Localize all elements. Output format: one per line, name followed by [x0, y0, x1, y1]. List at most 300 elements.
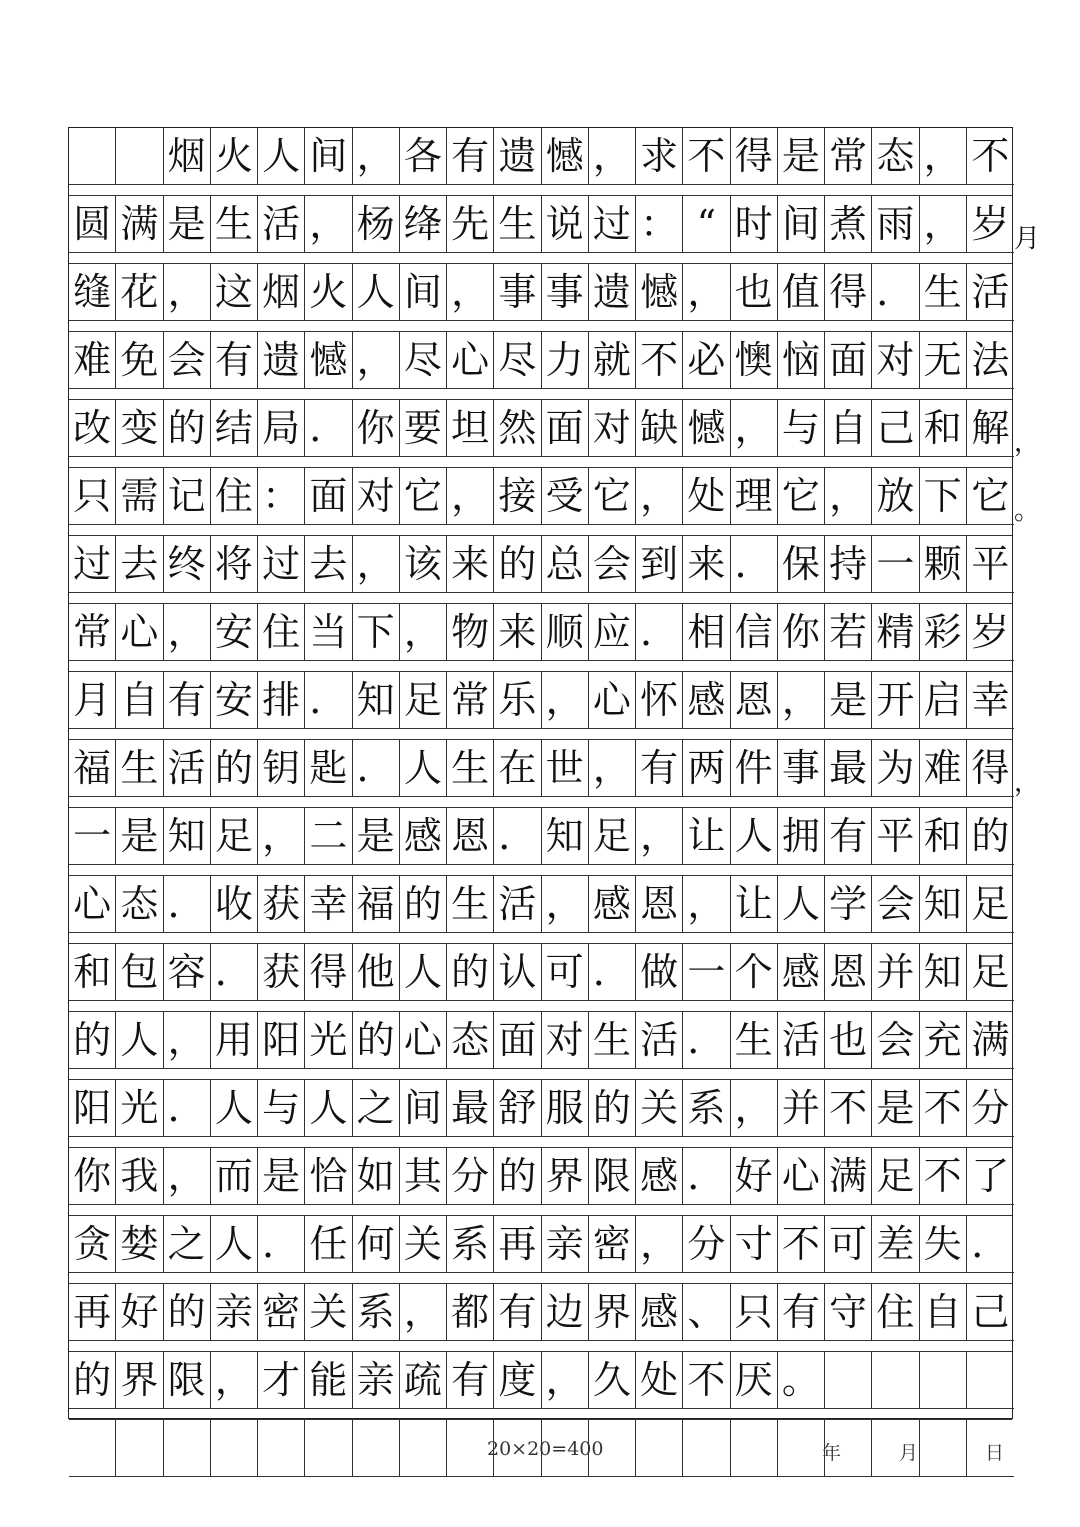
- grid-cell: 去: [305, 536, 352, 593]
- grid-cell: 是: [258, 1148, 305, 1205]
- row-gap: [69, 389, 1012, 400]
- grid-cell: 间: [778, 196, 825, 253]
- grid-cell: 的: [164, 1284, 211, 1341]
- grid-cell: ．: [731, 536, 778, 593]
- grid-cell: 你: [353, 400, 400, 457]
- grid-cell: 花: [116, 264, 163, 321]
- grid-cell: ，: [400, 604, 447, 661]
- grid-cell: 活: [967, 264, 1014, 321]
- grid-cell: 烟: [164, 128, 211, 185]
- grid-cell: 生: [920, 264, 967, 321]
- grid-cell: 满: [116, 196, 163, 253]
- grid-cell: ．: [636, 604, 683, 661]
- grid-cell: 也: [825, 1012, 872, 1069]
- grid-cell: 过: [589, 196, 636, 253]
- grid-cell: [116, 128, 163, 185]
- grid-cell: 可: [542, 944, 589, 1001]
- grid-cell: 关: [636, 1080, 683, 1137]
- grid-cell: 满: [825, 1148, 872, 1205]
- grid-cell: 它: [967, 468, 1014, 525]
- grid-cell: ，: [164, 1012, 211, 1069]
- grid-cell: 系: [683, 1080, 730, 1137]
- grid-cell: 来: [683, 536, 730, 593]
- grid-cell: 来: [447, 536, 494, 593]
- grid-cell: 认: [494, 944, 541, 1001]
- grid-cell: 将: [211, 536, 258, 593]
- grid-cell: ．: [211, 944, 258, 1001]
- grid-row: [69, 1148, 1012, 1205]
- grid-cell: 、: [683, 1284, 730, 1341]
- grid-cell: 关: [400, 1216, 447, 1273]
- grid-cell: ．: [258, 1216, 305, 1273]
- grid-row: [69, 1012, 1012, 1069]
- grid-cell: 面: [542, 400, 589, 457]
- grid-cell: ，: [258, 808, 305, 865]
- grid-cell: 当: [305, 604, 352, 661]
- row-gap: [69, 525, 1012, 536]
- overflow-punctuation: 。: [1014, 496, 1041, 526]
- grid-cell: 再: [494, 1216, 541, 1273]
- grid-cell: 烟: [258, 264, 305, 321]
- grid-cell: 好: [116, 1284, 163, 1341]
- grid-cell: 限: [164, 1352, 211, 1409]
- grid-cell: 间: [400, 1080, 447, 1137]
- grid-cell: 间: [305, 128, 352, 185]
- row-gap: [69, 185, 1012, 196]
- row-gap: [69, 729, 1012, 740]
- row-gap: [69, 661, 1012, 672]
- row-gap: [69, 1409, 1012, 1420]
- grid-cell: 度: [494, 1352, 541, 1409]
- grid-cell: 的: [69, 1352, 116, 1409]
- grid-count-label: 20×20=400: [487, 1438, 604, 1460]
- grid-cell: 平: [967, 536, 1014, 593]
- grid-cell: 面: [305, 468, 352, 525]
- grid-cell: 下: [920, 468, 967, 525]
- grid-cell: 与: [778, 400, 825, 457]
- grid-cell: 对: [542, 1012, 589, 1069]
- grid-cell: 遗: [494, 128, 541, 185]
- grid-cell: 心: [778, 1148, 825, 1205]
- grid-cell: ：: [636, 196, 683, 253]
- grid-cell: 最: [825, 740, 872, 797]
- grid-cell: 包: [116, 944, 163, 1001]
- grid-cell: 恩: [731, 672, 778, 729]
- grid-cell: 厌: [731, 1352, 778, 1409]
- grid-cell: ，: [589, 740, 636, 797]
- grid-cell: 做: [636, 944, 683, 1001]
- grid-cell: 足: [967, 944, 1014, 1001]
- grid-cell: 只: [731, 1284, 778, 1341]
- grid-cell: 知: [920, 944, 967, 1001]
- grid-cell: 的: [589, 1080, 636, 1137]
- grid-cell: 态: [447, 1012, 494, 1069]
- grid-cell: 得: [825, 264, 872, 321]
- grid-cell: 是: [778, 128, 825, 185]
- grid-cell: 住: [211, 468, 258, 525]
- grid-cell: 安: [211, 604, 258, 661]
- grid-cell: 心: [116, 604, 163, 661]
- grid-cell: 憾: [542, 128, 589, 185]
- grid-cell: ，: [305, 196, 352, 253]
- grid-cell: 足: [211, 808, 258, 865]
- grid-cell: 来: [494, 604, 541, 661]
- grid-cell: 它: [778, 468, 825, 525]
- grid-row: [69, 1352, 1012, 1409]
- grid-cell: 火: [211, 128, 258, 185]
- grid-cell: 憾: [683, 400, 730, 457]
- grid-cell: ，: [353, 332, 400, 389]
- grid-cell: 让: [683, 808, 730, 865]
- grid-cell: 月: [69, 672, 116, 729]
- row-gap: [69, 1001, 1012, 1012]
- grid-cell: 限: [589, 1148, 636, 1205]
- grid-cell: ，: [636, 1216, 683, 1273]
- grid-cell: 活: [494, 876, 541, 933]
- grid-cell: 时: [731, 196, 778, 253]
- grid-cell: ．: [683, 1148, 730, 1205]
- grid-cell: 亲: [353, 1352, 400, 1409]
- grid-cell: 的: [353, 1012, 400, 1069]
- grid-cell: 求: [636, 128, 683, 185]
- grid-cell: 会: [164, 332, 211, 389]
- grid-cell: 阳: [69, 1080, 116, 1137]
- grid-cell: 总: [542, 536, 589, 593]
- grid-cell: 婪: [116, 1216, 163, 1273]
- grid-cell: ，: [164, 1148, 211, 1205]
- grid-cell: 生: [447, 740, 494, 797]
- grid-cell: 有: [211, 332, 258, 389]
- grid-cell: 懊: [731, 332, 778, 389]
- grid-cell: 遗: [589, 264, 636, 321]
- grid-cell: 疏: [400, 1352, 447, 1409]
- grid-row: [69, 740, 1041, 798]
- row-gap: [69, 933, 1012, 944]
- grid-cell: ，: [164, 264, 211, 321]
- month-label: 月: [899, 1442, 919, 1464]
- grid-cell: 尽: [494, 332, 541, 389]
- grid-cell: [825, 1352, 872, 1409]
- grid-cell: 必: [683, 332, 730, 389]
- grid-cell: ，: [920, 128, 967, 185]
- grid-cell: 只: [69, 468, 116, 525]
- grid-cell: 系: [353, 1284, 400, 1341]
- grid-cell: ，: [211, 1352, 258, 1409]
- grid-cell: 说: [542, 196, 589, 253]
- grid-cell: 足: [967, 876, 1014, 933]
- grid-cell: 为: [872, 740, 919, 797]
- grid-cell: 感: [778, 944, 825, 1001]
- overflow-punctuation: ，: [1014, 428, 1041, 458]
- grid-cell: ．: [872, 264, 919, 321]
- grid-cell: 自: [116, 672, 163, 729]
- grid-cell: 该: [400, 536, 447, 593]
- grid-cell: 心: [69, 876, 116, 933]
- grid-cell: 充: [920, 1012, 967, 1069]
- grid-cell: 憾: [636, 264, 683, 321]
- grid-cell: 缺: [636, 400, 683, 457]
- grid-cell: 圆: [69, 196, 116, 253]
- grid-cell: 常: [447, 672, 494, 729]
- grid-cell: 恩: [447, 808, 494, 865]
- grid-cell: 才: [258, 1352, 305, 1409]
- grid-cell: 不: [920, 1080, 967, 1137]
- grid-cell: 获: [258, 944, 305, 1001]
- grid-cell: 无: [920, 332, 967, 389]
- grid-cell: 学: [825, 876, 872, 933]
- grid-cell: 个: [731, 944, 778, 1001]
- row-gap: [69, 1341, 1012, 1352]
- grid-cell: 己: [967, 1284, 1014, 1341]
- grid-cell: 和: [920, 808, 967, 865]
- grid-cell: 不: [825, 1080, 872, 1137]
- grid-cell: 系: [447, 1216, 494, 1273]
- grid-cell: 是: [353, 808, 400, 865]
- grid-cell: 人: [116, 1012, 163, 1069]
- grid-cell: 的: [494, 1148, 541, 1205]
- grid-cell: 常: [69, 604, 116, 661]
- grid-cell: 两: [683, 740, 730, 797]
- grid-cell: 煮: [825, 196, 872, 253]
- grid-cell: 免: [116, 332, 163, 389]
- grid-cell: 密: [258, 1284, 305, 1341]
- grid-cell: ，: [542, 672, 589, 729]
- grid-cell: 件: [731, 740, 778, 797]
- grid-cell: 态: [872, 128, 919, 185]
- grid-cell: 足: [589, 808, 636, 865]
- grid-cell: [69, 1420, 116, 1477]
- grid-cell: “: [683, 196, 730, 253]
- row-gap: [69, 797, 1012, 808]
- grid-cell: 住: [258, 604, 305, 661]
- grid-row: [69, 876, 1012, 933]
- grid-cell: 绛: [400, 196, 447, 253]
- grid-row: [69, 468, 1041, 526]
- grid-cell: 的: [494, 536, 541, 593]
- grid-cell: 面: [494, 1012, 541, 1069]
- grid-cell: 有: [636, 740, 683, 797]
- grid-cell: 下: [353, 604, 400, 661]
- grid-cell: 收: [211, 876, 258, 933]
- grid-row: [69, 672, 1012, 729]
- grid-cell: 亲: [211, 1284, 258, 1341]
- grid-cell: ．: [164, 876, 211, 933]
- grid-cell: 一: [69, 808, 116, 865]
- grid-cell: 记: [164, 468, 211, 525]
- row-gap: [69, 1137, 1012, 1148]
- grid-cell: 活: [164, 740, 211, 797]
- grid-cell: 的: [164, 400, 211, 457]
- grid-cell: 可: [825, 1216, 872, 1273]
- grid-cell: 是: [116, 808, 163, 865]
- grid-cell: 若: [825, 604, 872, 661]
- grid-cell: 怀: [636, 672, 683, 729]
- grid-cell: 会: [589, 536, 636, 593]
- grid-cell: 的: [69, 1012, 116, 1069]
- grid-cell: ，: [731, 1080, 778, 1137]
- grid-cell: 不: [967, 128, 1014, 185]
- grid-cell: 是: [164, 196, 211, 253]
- grid-cell: 对: [589, 400, 636, 457]
- grid-cell: 知: [164, 808, 211, 865]
- grid-cell: [258, 1420, 305, 1477]
- grid-cell: 火: [305, 264, 352, 321]
- grid-cell: 人: [731, 808, 778, 865]
- grid-cell: 知: [920, 876, 967, 933]
- grid-cell: [683, 1420, 730, 1477]
- grid-cell: 事: [494, 264, 541, 321]
- grid-cell: 。: [778, 1352, 825, 1409]
- grid-cell: 先: [447, 196, 494, 253]
- grid-cell: 界: [542, 1148, 589, 1205]
- grid-cell: 一: [872, 536, 919, 593]
- grid-cell: 恩: [636, 876, 683, 933]
- grid-cell: 岁: [967, 604, 1014, 661]
- day-label: 日: [985, 1442, 1005, 1464]
- grid-cell: 生: [116, 740, 163, 797]
- grid-cell: 满: [967, 1012, 1014, 1069]
- grid-cell: ，: [683, 876, 730, 933]
- grid-cell: ，: [542, 876, 589, 933]
- grid-cell: 恩: [825, 944, 872, 1001]
- grid-cell: 感: [400, 808, 447, 865]
- grid-cell: 了: [967, 1148, 1014, 1205]
- grid-cell: 各: [400, 128, 447, 185]
- grid-cell: 信: [731, 604, 778, 661]
- grid-cell: 舒: [494, 1080, 541, 1137]
- grid-cell: 人: [211, 1080, 258, 1137]
- grid-cell: 光: [305, 1012, 352, 1069]
- grid-cell: 人: [400, 740, 447, 797]
- grid-cell: 生: [731, 1012, 778, 1069]
- grid-cell: [211, 1420, 258, 1477]
- grid-cell: ，: [778, 672, 825, 729]
- grid-cell: 之: [353, 1080, 400, 1137]
- grid-cell: 对: [353, 468, 400, 525]
- grid-cell: 亲: [542, 1216, 589, 1273]
- grid-cell: 持: [825, 536, 872, 593]
- grid-cell: ，: [400, 1284, 447, 1341]
- grid-cell: 界: [589, 1284, 636, 1341]
- grid-cell: 分: [447, 1148, 494, 1205]
- grid-cell: 坦: [447, 400, 494, 457]
- grid-cell: 边: [542, 1284, 589, 1341]
- grid-cell: ．: [305, 400, 352, 457]
- grid-cell: 再: [69, 1284, 116, 1341]
- row-gap: [69, 321, 1012, 332]
- grid-cell: 一: [683, 944, 730, 1001]
- grid-cell: 保: [778, 536, 825, 593]
- grid-cell: 颗: [920, 536, 967, 593]
- grid-cell: 和: [920, 400, 967, 457]
- grid-cell: ，: [164, 604, 211, 661]
- grid-cell: 到: [636, 536, 683, 593]
- grid-cell: 应: [589, 604, 636, 661]
- grid-cell: 法: [967, 332, 1014, 389]
- grid-cell: ，: [353, 536, 400, 593]
- grid-cell: 憾: [305, 332, 352, 389]
- grid-row: [69, 196, 1041, 254]
- grid-cell: 能: [305, 1352, 352, 1409]
- grid-cell: 在: [494, 740, 541, 797]
- grid-cell: 获: [258, 876, 305, 933]
- grid-cell: 彩: [920, 604, 967, 661]
- grid-cell: 改: [69, 400, 116, 457]
- grid-cell: 差: [872, 1216, 919, 1273]
- grid-cell: ，: [920, 196, 967, 253]
- grid-cell: 过: [258, 536, 305, 593]
- grid-cell: [967, 1352, 1014, 1409]
- row-gap: [69, 593, 1012, 604]
- grid-cell: 杨: [353, 196, 400, 253]
- grid-row: [69, 536, 1012, 593]
- grid-cell: 常: [825, 128, 872, 185]
- grid-cell: 人: [305, 1080, 352, 1137]
- grid-cell: 失: [920, 1216, 967, 1273]
- grid-cell: 处: [636, 1352, 683, 1409]
- row-gap: [69, 457, 1012, 468]
- grid-cell: 需: [116, 468, 163, 525]
- grid-cell: 难: [920, 740, 967, 797]
- row-gap: [69, 1069, 1012, 1080]
- grid-row: [69, 808, 1012, 865]
- grid-cell: 活: [778, 1012, 825, 1069]
- grid-cell: [636, 1420, 683, 1477]
- overflow-punctuation: 月: [1014, 224, 1041, 254]
- grid-cell: 人: [258, 128, 305, 185]
- grid-cell: 顺: [542, 604, 589, 661]
- grid-cell: 有: [164, 672, 211, 729]
- grid-cell: 结: [211, 400, 258, 457]
- grid-cell: 相: [683, 604, 730, 661]
- grid-row: [69, 1284, 1012, 1341]
- grid-cell: 的: [447, 944, 494, 1001]
- grid-cell: 这: [211, 264, 258, 321]
- grid-cell: [920, 1352, 967, 1409]
- grid-cell: 二: [305, 808, 352, 865]
- grid-cell: 他: [353, 944, 400, 1001]
- grid-cell: [164, 1420, 211, 1477]
- grid-cell: 受: [542, 468, 589, 525]
- row-gap: [69, 865, 1012, 876]
- grid-cell: 的: [400, 876, 447, 933]
- grid-cell: 会: [872, 876, 919, 933]
- grid-cell: 何: [353, 1216, 400, 1273]
- grid-cell: ，: [636, 808, 683, 865]
- grid-cell: 和: [69, 944, 116, 1001]
- grid-cell: 福: [69, 740, 116, 797]
- grid-cell: 然: [494, 400, 541, 457]
- grid-cell: 的: [967, 808, 1014, 865]
- grid-cell: 人: [778, 876, 825, 933]
- grid-cell: 过: [69, 536, 116, 593]
- grid-cell: 服: [542, 1080, 589, 1137]
- grid-cell: 界: [116, 1352, 163, 1409]
- grid-cell: 并: [872, 944, 919, 1001]
- grid-cell: 寸: [731, 1216, 778, 1273]
- grid-cell: 不: [778, 1216, 825, 1273]
- row-gap: [69, 253, 1012, 264]
- grid-cell: 密: [589, 1216, 636, 1273]
- grid-cell: 阳: [258, 1012, 305, 1069]
- grid-cell: 生: [211, 196, 258, 253]
- grid-cell: 住: [872, 1284, 919, 1341]
- grid-cell: 世: [542, 740, 589, 797]
- grid-cell: ，: [589, 128, 636, 185]
- grid-cell: 并: [778, 1080, 825, 1137]
- grid-cell: ．: [589, 944, 636, 1001]
- overflow-punctuation: ，: [1014, 768, 1041, 798]
